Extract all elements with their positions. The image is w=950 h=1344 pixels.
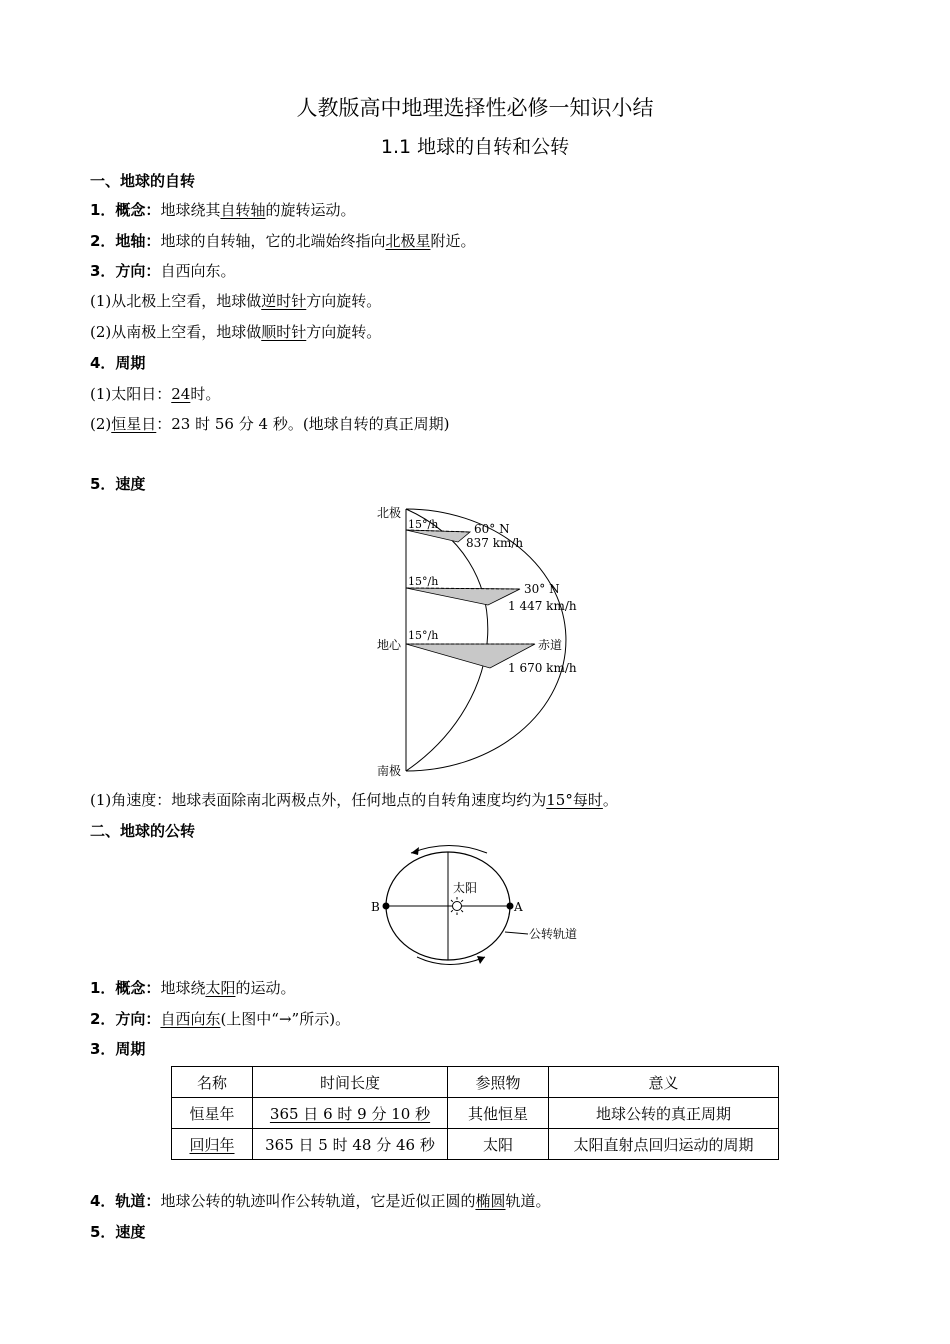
answer: 北极星 bbox=[385, 232, 431, 250]
text: 地球公转的轨迹叫作公转轨道，它是近似正圆的 bbox=[160, 1192, 476, 1210]
speed-equator-label: 1 670 km/h bbox=[508, 661, 577, 675]
speed-60n-label: 837 km/h bbox=[466, 536, 524, 550]
text: 轨道。 bbox=[505, 1192, 551, 1210]
rotation-speed-label: 5．速度 bbox=[90, 475, 146, 493]
label: 2．方向： bbox=[90, 1010, 161, 1028]
header-reference: 参照物 bbox=[448, 1067, 549, 1098]
text: 的运动。 bbox=[235, 979, 296, 997]
answer: 365 日 6 时 9 分 10 秒 bbox=[269, 1104, 431, 1123]
answer: 太阳 bbox=[205, 979, 236, 997]
point-b-label: B bbox=[371, 900, 380, 914]
answer: 顺时针 bbox=[261, 323, 307, 341]
label: 2．地轴： bbox=[90, 232, 161, 250]
text: ：23 时 56 分 4 秒。(地球自转的真正周期) bbox=[156, 415, 450, 433]
answer: 24 bbox=[171, 385, 191, 403]
rate-equator: 15°/h bbox=[408, 629, 439, 642]
answer: 椭圆 bbox=[475, 1192, 506, 1210]
header-meaning: 意义 bbox=[549, 1067, 779, 1098]
label: 3．方向： bbox=[90, 262, 161, 280]
solar-day bbox=[90, 383, 220, 404]
top-arrow-head bbox=[411, 847, 419, 855]
answer: 回归年 bbox=[189, 1135, 235, 1154]
sidereal-day bbox=[90, 413, 450, 434]
orbit-leader-line bbox=[505, 932, 528, 934]
label: 1．概念： bbox=[90, 979, 161, 997]
rotation-speed-figure bbox=[370, 500, 600, 780]
cell-reference: 其他恒星 bbox=[448, 1098, 549, 1129]
label: 4．轨道： bbox=[90, 1192, 161, 1210]
rotation-direction bbox=[90, 260, 235, 281]
header-duration: 时间长度 bbox=[253, 1067, 448, 1098]
answer: 自西向东 bbox=[160, 1010, 221, 1028]
table-row bbox=[172, 1098, 779, 1129]
cell-meaning: 太阳直射点回归运动的周期 bbox=[549, 1129, 779, 1160]
orbit-figure bbox=[365, 840, 595, 965]
text: 时。 bbox=[190, 385, 221, 403]
text: (1)从北极上空看，地球做 bbox=[90, 292, 262, 310]
answer: 自转轴 bbox=[220, 201, 266, 219]
speed-30n-label: 1 447 km/h bbox=[508, 599, 577, 613]
rotation-axis bbox=[90, 230, 475, 251]
rotation-south-view bbox=[90, 321, 381, 342]
point-a-label: A bbox=[514, 900, 523, 914]
revolution-period-label: 3．周期 bbox=[90, 1040, 146, 1058]
header-name: 名称 bbox=[172, 1067, 253, 1098]
point-a-dot bbox=[507, 903, 514, 910]
text: 附近。 bbox=[430, 232, 476, 250]
cell-name: 恒星年 bbox=[172, 1098, 253, 1129]
revolution-heading: 二、地球的公转 bbox=[90, 822, 196, 840]
text: (2)从南极上空看，地球做 bbox=[90, 323, 262, 341]
rate-30n: 15°/h bbox=[408, 575, 439, 588]
text: 方向旋转。 bbox=[306, 323, 382, 341]
answer: 逆时针 bbox=[261, 292, 307, 310]
bottom-arrow-arc bbox=[417, 957, 485, 965]
rate-60n: 15°/h bbox=[408, 518, 439, 531]
angular-speed bbox=[90, 789, 618, 810]
text: (1)角速度：地球表面除南北两极点外，任何地点的自转角速度均约为 bbox=[90, 791, 547, 809]
lat-30n-label: 30° N bbox=[524, 582, 560, 596]
text: (2) bbox=[90, 415, 112, 433]
text: 自西向东。 bbox=[160, 262, 236, 280]
section-title: 1.1 地球的自转和公转 bbox=[380, 136, 570, 158]
earth-center-label: 地心 bbox=[377, 638, 402, 652]
south-pole-label: 南极 bbox=[377, 764, 402, 778]
revolution-direction bbox=[90, 1008, 350, 1029]
sun-label: 太阳 bbox=[453, 881, 478, 895]
lat-60n-label: 60° N bbox=[474, 522, 510, 536]
cell-duration: 365 日 5 时 48 分 46 秒 bbox=[253, 1129, 448, 1160]
rotation-period-label: 4．周期 bbox=[90, 354, 146, 372]
sector-30n bbox=[406, 588, 520, 605]
rotation-north-view bbox=[90, 290, 381, 311]
table-header-row bbox=[172, 1067, 779, 1098]
label: 1．概念： bbox=[90, 201, 161, 219]
table-row bbox=[172, 1129, 779, 1160]
revolution-period-table bbox=[171, 1066, 779, 1160]
text: 的旋转运动。 bbox=[265, 201, 356, 219]
text: 。 bbox=[602, 791, 618, 809]
cell-meaning: 地球公转的真正周期 bbox=[549, 1098, 779, 1129]
orbit-label: 公转轨道 bbox=[529, 927, 578, 941]
text: 地球的自转轴，它的北端始终指向 bbox=[160, 232, 386, 250]
revolution-speed-label: 5．速度 bbox=[90, 1223, 146, 1241]
text: 地球绕其 bbox=[160, 201, 221, 219]
cell-reference: 太阳 bbox=[448, 1129, 549, 1160]
page-title: 人教版高中地理选择性必修一知识小结 bbox=[296, 96, 654, 120]
answer: 恒星日 bbox=[111, 415, 157, 433]
answer: 15°每时 bbox=[546, 791, 603, 809]
text: (1)太阳日： bbox=[90, 385, 172, 403]
north-pole-label: 北极 bbox=[377, 506, 402, 520]
revolution-concept bbox=[90, 977, 295, 998]
rotation-concept bbox=[90, 199, 355, 220]
equator-label: 赤道 bbox=[538, 638, 563, 652]
text: 方向旋转。 bbox=[306, 292, 382, 310]
sector-60n bbox=[406, 530, 470, 542]
revolution-orbit bbox=[90, 1190, 550, 1211]
text: (上图中“→”所示)。 bbox=[220, 1010, 351, 1028]
point-b-dot bbox=[383, 903, 390, 910]
text: 地球绕 bbox=[160, 979, 206, 997]
rotation-heading: 一、地球的自转 bbox=[90, 172, 196, 190]
cell-duration bbox=[253, 1098, 448, 1129]
cell-name bbox=[172, 1129, 253, 1160]
